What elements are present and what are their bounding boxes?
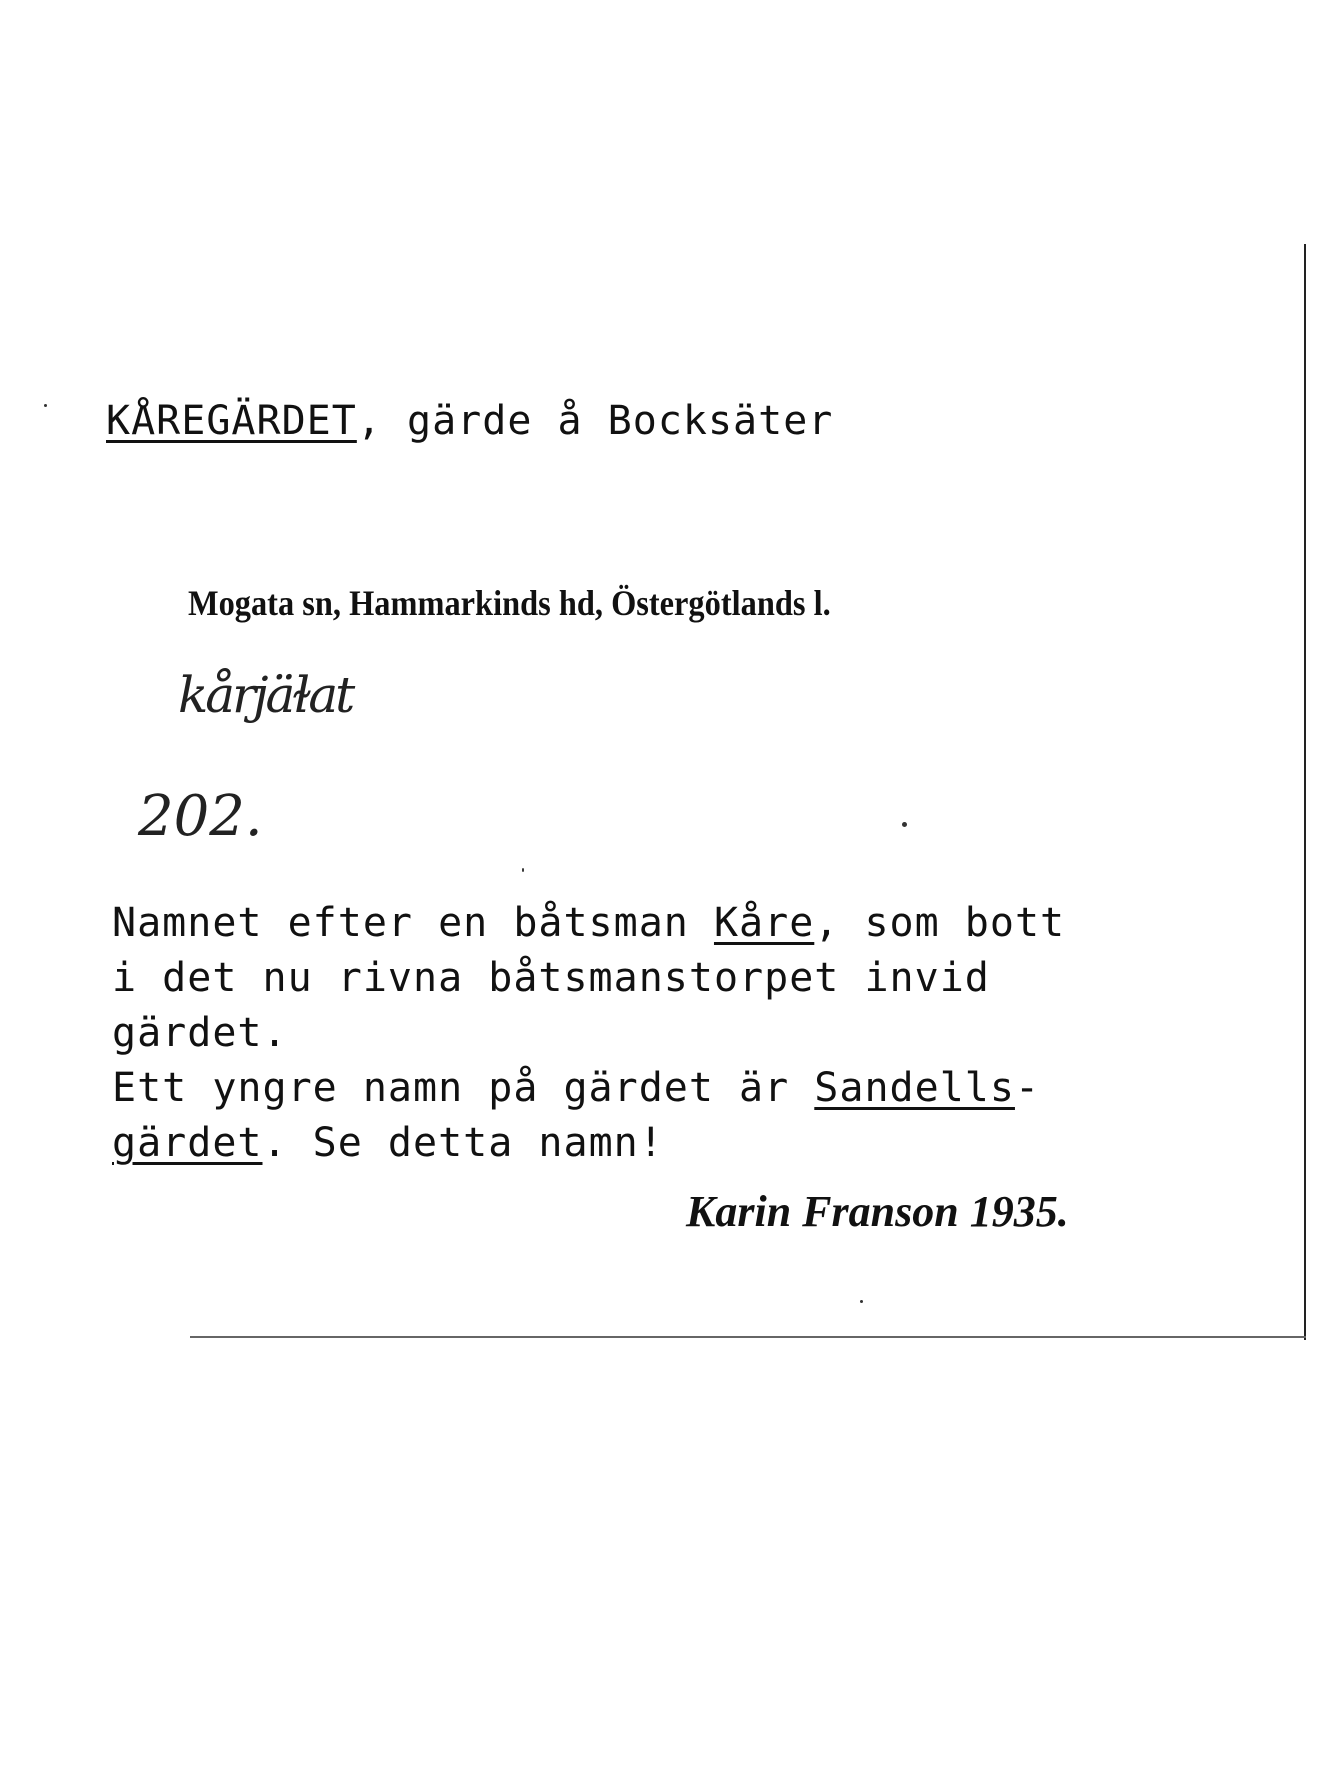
card-edge-right [1304, 244, 1306, 1340]
body-line2: i det nu rivna båtsmanstorpet invid [112, 955, 990, 1001]
body-line5-end: . Se detta namn! [262, 1120, 664, 1166]
ink-speck [902, 822, 907, 827]
body-line1-end: , som bott [814, 900, 1066, 946]
ink-speck [860, 1300, 863, 1303]
signature: Karin Franson 1935. [686, 1187, 1069, 1236]
body-line3: gärdet. [112, 1010, 288, 1056]
body-name-sandells: Sandells [814, 1065, 1015, 1111]
card-edge-bottom [190, 1336, 1306, 1338]
body-name-kare: Kåre [713, 900, 815, 946]
headword: KÅREGÄRDET [106, 398, 357, 444]
headword-description: , gärde å Bocksäter [356, 398, 834, 444]
body-line4-start: Ett yngre namn på gärdet är [112, 1065, 815, 1111]
ink-speck [522, 868, 524, 872]
card-body [112, 896, 1065, 1171]
ink-speck [44, 404, 47, 407]
location-line: Mogata sn, Hammarkinds hd, Östergötlands l. [188, 583, 831, 623]
phonetic-transcription: kårjäɫat [178, 666, 353, 724]
headword-line [106, 398, 833, 444]
body-line4-end: - [1014, 1065, 1041, 1111]
card-number: 202. [138, 784, 263, 849]
body-name-gardet: gärdet [112, 1120, 263, 1166]
body-line1-start: Namnet efter en båtsman [112, 900, 714, 946]
